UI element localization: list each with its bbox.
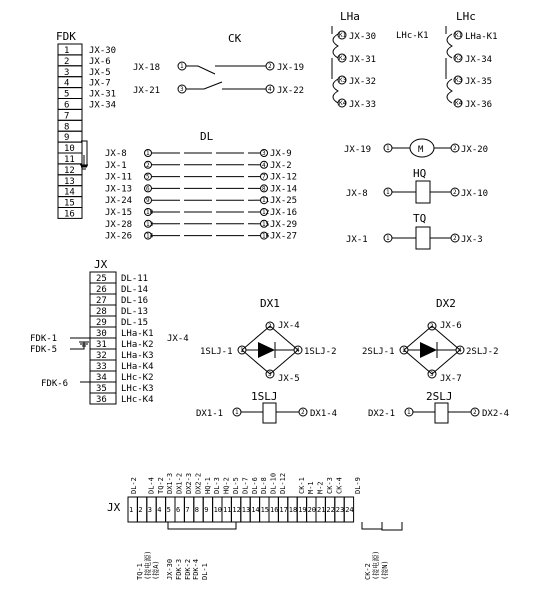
ct-pin: K1 — [339, 32, 347, 39]
jx-cell-label: DL-15 — [121, 318, 149, 328]
strip-top-label: HQ-2 — [222, 477, 231, 494]
jx-vertical-title: JX — [94, 258, 108, 271]
jx-cell-num: 31 — [96, 340, 107, 350]
ct-terminal-label: JX-36 — [465, 100, 493, 110]
hq-right: JX-10 — [461, 189, 489, 199]
dl-right-label: JX-27 — [270, 231, 298, 242]
dl-left-label: JX-15 — [105, 208, 133, 218]
fdk-cell-label: 12 — [64, 165, 75, 176]
ck-title: CK — [228, 32, 242, 45]
jx-cell-num: 34 — [96, 373, 107, 383]
ck-pin-3: 3 — [180, 86, 184, 93]
fdk-cell-label: 2 — [64, 56, 70, 67]
hq-coil — [346, 167, 488, 203]
strip-cell-num: 13 — [241, 506, 251, 514]
dl-left-pin: 9 — [146, 197, 150, 205]
jx-cell-num: 30 — [96, 329, 107, 339]
m-symbol: M — [418, 145, 424, 155]
dl-left-pin: 2 — [146, 161, 150, 169]
fdk-cell-label: 7 — [64, 111, 70, 122]
dl-right-label: JX-2 — [270, 160, 292, 171]
strip-cell-num: 3 — [147, 506, 153, 514]
dx1-bottom: JX-5 — [278, 374, 300, 384]
dl-right-pin: 16 — [262, 232, 270, 240]
slj1-title: 1SLJ — [251, 390, 278, 403]
dx1-pin-3: 3 — [268, 371, 272, 378]
strip-top-label: DX2-2 — [194, 472, 203, 494]
dx2-top: JX-6 — [440, 321, 462, 331]
strip-top-label: DL-3 — [213, 477, 222, 494]
fdk-cell — [58, 120, 82, 131]
dl-left-pin: 6 — [146, 185, 150, 193]
ct-pin: K3 — [455, 77, 463, 84]
dl-right-pin: 8 — [262, 185, 266, 193]
dx2-bottom: JX-7 — [440, 374, 462, 384]
strip-cell-num: 24 — [345, 506, 354, 514]
dl-block — [105, 130, 297, 242]
strip-bottom-label: FDK-3 — [175, 558, 183, 580]
ck-right-1: JX-19 — [277, 63, 305, 73]
jx-cell-label: LHc-K4 — [121, 395, 154, 405]
fdk-link-label: JX-7 — [89, 78, 111, 89]
fdk-cell-label: 15 — [64, 198, 75, 209]
fdk-cell-label: 10 — [64, 144, 75, 155]
dl-left-pin: 10 — [146, 209, 154, 216]
strip-cell-num: 7 — [185, 506, 190, 514]
fdk-link-label: JX-6 — [89, 56, 111, 67]
jx-cell-label: DL-16 — [121, 296, 149, 306]
dl-right-pin: 11 — [262, 197, 270, 205]
dl-left-pin: 13 — [146, 220, 154, 228]
strip-cell-num: 12 — [232, 506, 241, 514]
strip-top-label: DX2-3 — [185, 472, 193, 494]
jx-fdk1: FDK-1 — [30, 334, 58, 344]
jx-fdk6: FDK-6 — [41, 379, 69, 389]
strip-top-label: CK-4 — [335, 477, 344, 494]
jx-horizontal-strip — [107, 473, 402, 580]
jx-cell-label: DL-14 — [121, 285, 149, 295]
fdk-cell — [58, 77, 82, 88]
strip-bottom-label: JX-30 — [166, 558, 174, 580]
dx1-pin-1: 1 — [240, 347, 244, 354]
strip-cell-num: 6 — [176, 506, 181, 514]
strip-cell-num: 8 — [194, 506, 200, 514]
jx-cell-label: LHc-K2 — [121, 373, 154, 383]
jx-cell-label: LHa-K2 — [121, 340, 154, 350]
strip-cell-num: 17 — [279, 506, 288, 514]
jx-cell-label: LHa-K4 — [121, 362, 154, 372]
dx1-right: 1SLJ-2 — [304, 347, 337, 357]
strip-cell-num: 20 — [307, 506, 317, 514]
ct-terminal-label: JX-34 — [465, 55, 493, 65]
fdk-cell — [58, 131, 82, 142]
jx-cell-label: LHc-K3 — [121, 384, 154, 394]
strip-top-label: DL-10 — [269, 472, 278, 494]
strip-cell-num: 19 — [298, 506, 307, 514]
m-pin-2: 2 — [453, 145, 457, 152]
strip-top-label: DL-6 — [250, 477, 259, 494]
hq-pin-2: 2 — [453, 189, 457, 196]
dl-left-pin: 5 — [146, 173, 150, 181]
m-pin-1: 1 — [386, 145, 390, 152]
dl-left-pin: 1 — [146, 150, 150, 157]
fdk-link-label: JX-5 — [89, 67, 111, 78]
strip-cell-num: 1 — [129, 506, 134, 514]
fdk-cell — [58, 88, 82, 99]
slj2-title: 2SLJ — [426, 390, 453, 403]
jx-cell-label: LHa-K1 — [121, 329, 154, 339]
dl-right-pin: 15 — [262, 220, 270, 228]
fdk-cell-label: 16 — [64, 209, 75, 220]
dl-right-pin: 4 — [262, 161, 266, 169]
tq-pin-1: 1 — [386, 235, 390, 242]
dx1-title: DX1 — [260, 297, 280, 310]
strip-bottom-label: (接A) — [152, 560, 160, 580]
strip-cell-num: 10 — [213, 506, 223, 514]
strip-cell-num: 2 — [138, 506, 143, 514]
jx-cell-label: DL-11 — [121, 274, 149, 284]
strip-top-label: DL-7 — [241, 477, 250, 494]
ck-left-2: JX-21 — [133, 86, 161, 96]
dl-right-label: JX-29 — [270, 219, 298, 230]
fdk-link-label: JX-31 — [89, 89, 117, 100]
slj1-pin-1: 1 — [235, 409, 239, 416]
hq-left: JX-8 — [346, 189, 368, 199]
m-right: JX-20 — [461, 145, 489, 155]
jx-cell-num: 27 — [96, 296, 107, 306]
fdk-cell — [58, 66, 82, 77]
dx2-pin-1: 1 — [402, 347, 406, 354]
hq-title: HQ — [413, 167, 427, 180]
strip-bottom-label: (接电源) — [144, 550, 152, 580]
fdk-link-label: JX-34 — [89, 100, 117, 111]
fdk-cell — [58, 44, 82, 55]
fdk-cell-label: 14 — [64, 187, 75, 198]
ck-pin-2: 2 — [268, 63, 272, 70]
ct-pin: K1 — [455, 32, 463, 39]
dx2-pin-2: 2 — [430, 323, 434, 330]
ct-terminal-label: JX-33 — [349, 100, 377, 110]
jx-cell-num: 25 — [96, 274, 107, 284]
strip-top-label: DL-5 — [232, 477, 240, 494]
jx-cell-num: 32 — [96, 351, 107, 361]
dl-title: DL — [200, 130, 214, 143]
dl-right-pin: 12 — [262, 209, 270, 216]
jx-cell-num: 36 — [96, 395, 107, 405]
fdk-cell-label: 13 — [64, 176, 75, 187]
dl-left-label: JX-13 — [105, 184, 133, 195]
ct-pin: K3 — [339, 77, 347, 84]
dx2-right: 2SLJ-2 — [466, 347, 499, 357]
fdk-cell-label: 6 — [64, 100, 70, 111]
strip-bottom-label: FDK-2 — [184, 558, 192, 580]
ct-terminal-label: JX-30 — [349, 32, 377, 42]
dl-right-label: JX-12 — [270, 172, 298, 183]
lha-title: LHa — [340, 10, 360, 23]
motor — [344, 139, 488, 157]
strip-cell-num: 23 — [335, 506, 345, 514]
dl-right-label: JX-14 — [270, 184, 298, 195]
dl-right-label: JX-25 — [270, 196, 298, 207]
dl-right-pin: 3 — [262, 150, 266, 157]
ck-switch — [133, 32, 304, 96]
jx-cell-label: LHa-K3 — [121, 351, 154, 361]
strip-cell-num: 16 — [270, 506, 279, 514]
strip-bottom-label: (接N) — [381, 560, 389, 580]
jx-cell-num: 26 — [96, 285, 107, 295]
jx-cell-num: 33 — [96, 362, 107, 372]
dx2-block — [362, 297, 499, 384]
fdk-cell-label: 4 — [64, 78, 70, 89]
slj1-left: DX1-1 — [196, 409, 224, 419]
fdk-cell — [58, 109, 82, 120]
strip-bottom-label: CK-2 — [364, 563, 372, 580]
jx-vertical-strip — [30, 258, 189, 405]
fdk-cell-label: 11 — [64, 155, 75, 165]
jx-cell-num: 35 — [96, 384, 107, 394]
dx2-pin-3: 3 — [430, 371, 434, 378]
ct-terminal-label: LHa-K1 — [465, 32, 498, 42]
ct-terminal-label: JX-32 — [349, 77, 377, 87]
strip-cell-num: 18 — [288, 506, 298, 514]
jx-cell-num: 28 — [96, 307, 107, 317]
dl-left-label: JX-26 — [105, 231, 133, 242]
dl-left-label: JX-1 — [105, 160, 127, 171]
slj2-pin-2: 2 — [473, 409, 477, 416]
ck-pin-1: 1 — [180, 63, 184, 70]
fdk-cell-label: 8 — [64, 122, 70, 133]
tq-left: JX-1 — [346, 235, 368, 245]
strip-cell-num: 11 — [223, 506, 232, 514]
hq-pin-1: 1 — [386, 189, 390, 196]
strip-cell-num: 14 — [251, 506, 260, 514]
strip-top-label: DX1-2 — [175, 472, 184, 494]
slj1-right: DX1-4 — [310, 409, 338, 419]
fdk-cell-label: 5 — [64, 89, 70, 100]
strip-top-label: DL-2 — [130, 477, 138, 494]
ct-terminal-label: JX-31 — [349, 55, 377, 65]
tq-title: TQ — [413, 212, 427, 225]
dl-right-label: JX-9 — [270, 149, 292, 159]
strip-top-label: CK-1 — [297, 477, 306, 494]
jx-fdk5: FDK-5 — [30, 345, 58, 355]
strip-top-label: DL-12 — [279, 472, 287, 494]
lhc-title: LHc — [456, 10, 476, 23]
strip-bottom-label: DL-1 — [201, 563, 209, 580]
tq-coil — [346, 212, 483, 249]
strip-cell-num: 4 — [157, 506, 162, 514]
strip-bottom-label: TQ-1 — [136, 563, 144, 580]
dx1-block — [200, 297, 337, 384]
dx1-pin-2: 2 — [268, 323, 272, 330]
dx2-left: 2SLJ-1 — [362, 347, 395, 357]
strip-cell-num: 15 — [260, 506, 270, 514]
strip-top-label: HQ-1 — [203, 477, 212, 494]
strip-cell-num: 5 — [166, 506, 171, 514]
strip-bottom-label: FDK-4 — [192, 558, 200, 580]
dx2-pin-4: 4 — [458, 347, 462, 354]
jx-cell-label: DL-13 — [121, 307, 149, 317]
dx2-title: DX2 — [436, 297, 456, 310]
ck-right-2: JX-22 — [277, 86, 305, 96]
slj2-right: DX2-4 — [482, 409, 510, 419]
slj2-pin-1: 1 — [407, 409, 411, 416]
ct-pin: K2 — [339, 55, 347, 62]
dx1-left: 1SLJ-1 — [200, 347, 233, 357]
slj1-pin-2: 2 — [301, 409, 305, 416]
ct-terminal-label: JX-35 — [465, 77, 493, 87]
ct-pin: K4 — [339, 100, 347, 107]
dl-right-label: JX-16 — [270, 208, 298, 218]
strip-top-label: CK-3 — [326, 477, 334, 494]
strip-top-label: M-2 — [316, 481, 325, 494]
ct-pin: K4 — [455, 100, 463, 107]
jx-cell-num: 29 — [96, 318, 107, 328]
fdk-cell-label: 3 — [64, 67, 70, 78]
ck-left-1: JX-18 — [133, 63, 161, 73]
lhc-ct — [446, 10, 498, 110]
dl-left-label: JX-28 — [105, 219, 133, 230]
fdk-link-label: JX-30 — [89, 46, 117, 56]
slj2-coil — [368, 390, 509, 423]
m-left: JX-19 — [344, 145, 372, 155]
fdk-title: FDK — [56, 30, 76, 43]
strip-bottom-label: (接电源) — [372, 550, 380, 580]
lha-ct — [332, 10, 429, 110]
tq-right: JX-3 — [461, 235, 483, 245]
lha-aux: LHc-K1 — [396, 31, 429, 41]
dl-right-pin: 7 — [262, 173, 266, 181]
strip-cell-num: 22 — [326, 506, 335, 514]
slj2-left: DX2-1 — [368, 409, 396, 419]
slj1-coil — [196, 390, 337, 423]
dl-left-label: JX-24 — [105, 196, 133, 207]
fdk-cell-label: 1 — [64, 46, 70, 56]
jx-extra: JX-4 — [167, 334, 189, 344]
strip-top-label: DL-4 — [147, 477, 156, 494]
strip-top-label: DL-8 — [260, 477, 269, 494]
strip-cell-num: 9 — [204, 506, 209, 514]
ck-pin-4: 4 — [268, 86, 272, 93]
ct-pin: K2 — [455, 55, 463, 62]
strip-top-label: M-1 — [307, 481, 316, 494]
dx1-top: JX-4 — [278, 321, 300, 331]
strip-top-label: DL-9 — [354, 477, 363, 494]
jx-strip-title: JX — [107, 501, 121, 514]
tq-pin-2: 2 — [453, 235, 457, 242]
strip-cell-num: 21 — [317, 506, 326, 514]
dx1-pin-4: 4 — [296, 347, 300, 354]
fdk-cell-label: 9 — [64, 133, 70, 144]
dl-left-label: JX-11 — [105, 172, 133, 183]
fdk-cell — [58, 99, 82, 110]
strip-top-label: TQ-2 — [156, 477, 165, 494]
fdk-cell — [58, 55, 82, 66]
strip-top-label: DX1-3 — [166, 472, 175, 494]
dl-left-label: JX-8 — [105, 149, 127, 159]
dl-left-pin: 14 — [146, 232, 154, 240]
